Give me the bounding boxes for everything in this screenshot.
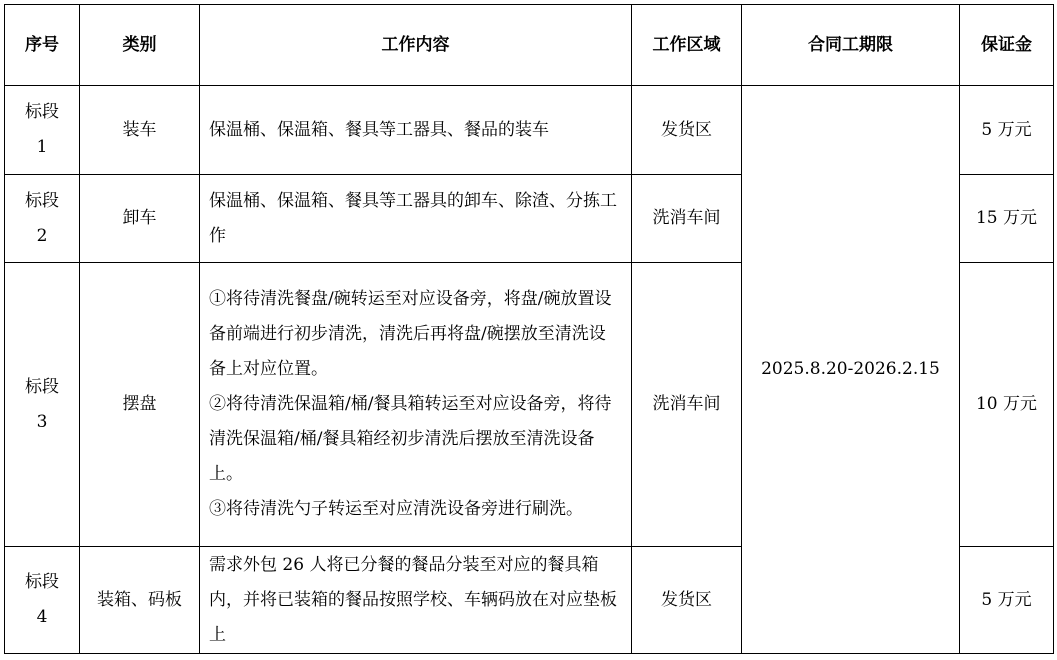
category-cell: 装车 bbox=[80, 86, 200, 175]
seq-label: 标段 bbox=[25, 190, 59, 211]
seq-number: 2 bbox=[36, 225, 48, 246]
area-cell: 发货区 bbox=[632, 86, 742, 175]
seq-cell bbox=[5, 263, 80, 547]
deposit-cell: 15 万元 bbox=[960, 175, 1054, 263]
seq-cell bbox=[5, 547, 80, 654]
seq-cell bbox=[5, 86, 80, 175]
category-cell: 卸车 bbox=[80, 175, 200, 263]
header-seq: 序号 bbox=[5, 5, 80, 86]
deposit-cell: 10 万元 bbox=[960, 263, 1054, 547]
content-paragraph: ②将待清洗保温箱/桶/餐具箱转运至对应设备旁，将待清洗保温箱/桶/餐具箱经初步清洗后摆放至清洗设备上。 bbox=[209, 394, 612, 484]
header-term: 合同工期限 bbox=[742, 5, 960, 86]
header-row bbox=[5, 5, 1054, 86]
content-paragraph: 需求外包 26 人将已分餐的餐品分装至对应的餐具箱内，并将已装箱的餐品按照学校、车辆码放在对应垫板上 bbox=[209, 554, 617, 645]
category-cell: 装箱、码板 bbox=[80, 547, 200, 654]
seq-label: 标段 bbox=[25, 572, 59, 592]
term-cell: 2025.8.20-2026.2.15 bbox=[742, 86, 960, 654]
deposit-cell: 5 万元 bbox=[960, 547, 1054, 654]
seq-label: 标段 bbox=[25, 102, 59, 122]
seq-number: 4 bbox=[36, 607, 48, 627]
content-paragraph: ①将待清洗餐盘/碗转运至对应设备旁，将盘/碗放置设备前端进行初步清洗，清洗后再将盘/碗摆放至清洗设备上对应位置。 bbox=[209, 289, 612, 379]
content-cell bbox=[200, 175, 632, 263]
area-cell: 洗消车间 bbox=[632, 175, 742, 263]
header-content: 工作内容 bbox=[200, 5, 632, 86]
area-cell: 洗消车间 bbox=[632, 263, 742, 547]
contract-table bbox=[4, 4, 1054, 654]
content-paragraph: ③将待清洗勺子转运至对应清洗设备旁进行刷洗。 bbox=[209, 499, 583, 519]
content-cell bbox=[200, 263, 632, 547]
seq-label: 标段 bbox=[25, 376, 59, 397]
area-cell: 发货区 bbox=[632, 547, 742, 654]
seq-cell bbox=[5, 175, 80, 263]
category-cell: 摆盘 bbox=[80, 263, 200, 547]
content-cell bbox=[200, 86, 632, 175]
header-deposit: 保证金 bbox=[960, 5, 1054, 86]
header-category: 类别 bbox=[80, 5, 200, 86]
table-row bbox=[5, 86, 1054, 175]
seq-number: 1 bbox=[36, 137, 48, 157]
deposit-cell: 5 万元 bbox=[960, 86, 1054, 175]
content-cell bbox=[200, 547, 632, 654]
content-paragraph: 保温桶、保温箱、餐具等工器具、餐品的装车 bbox=[209, 119, 549, 140]
seq-number: 3 bbox=[36, 411, 48, 432]
content-paragraph: 保温桶、保温箱、餐具等工器具的卸车、除渣、分拣工作 bbox=[209, 190, 617, 246]
header-area: 工作区域 bbox=[632, 5, 742, 86]
